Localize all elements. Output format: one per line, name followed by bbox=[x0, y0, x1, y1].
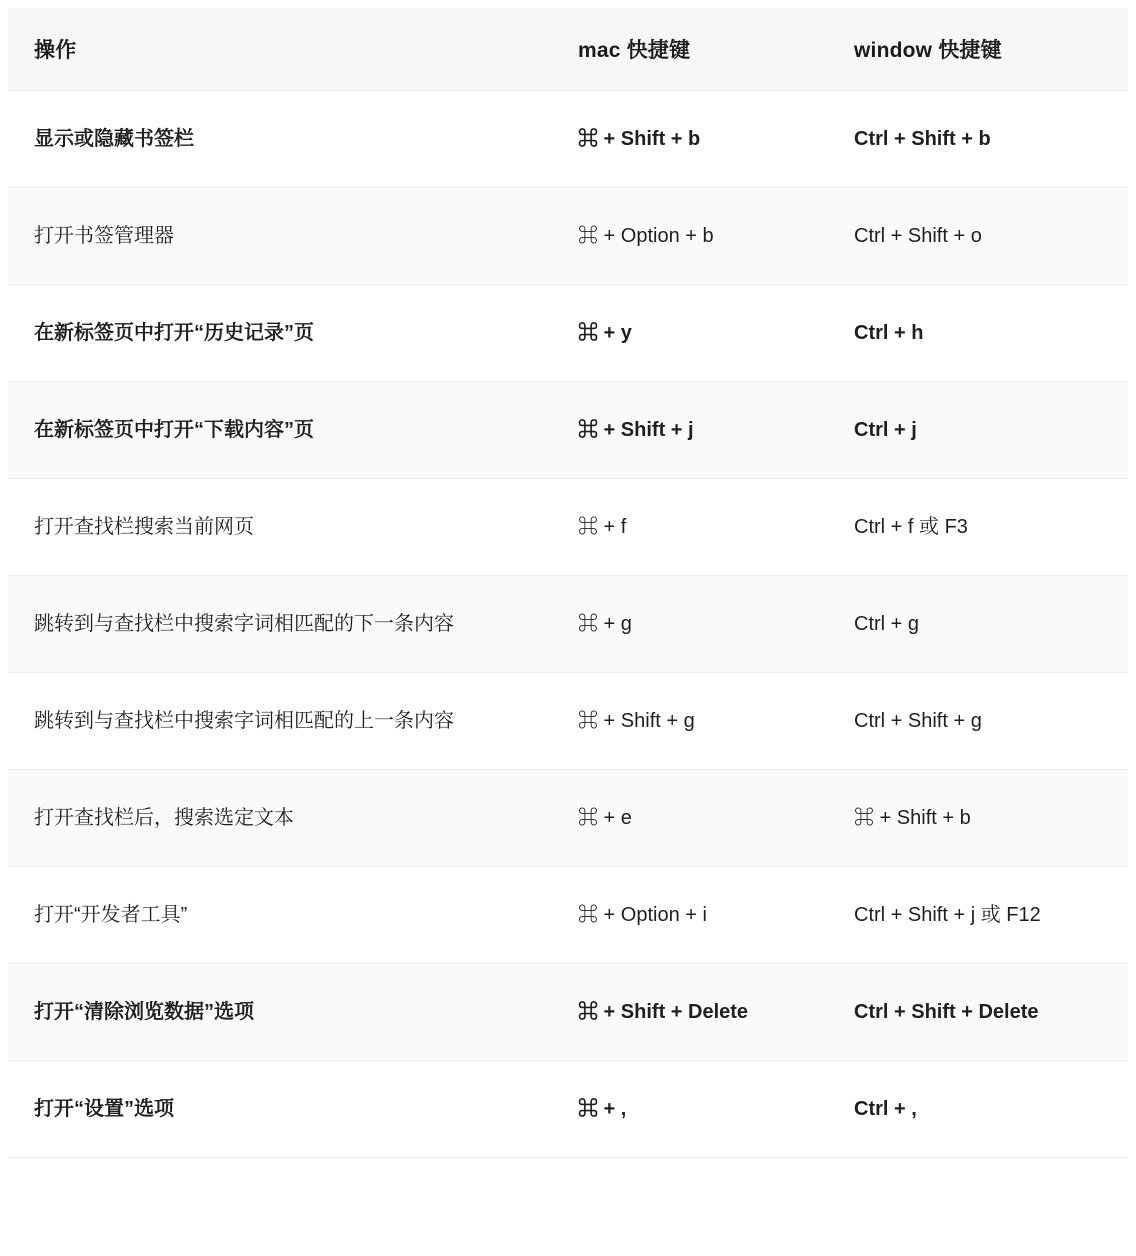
cell-operation: 打开查找栏搜索当前网页 bbox=[8, 479, 556, 576]
cell-mac-shortcut: ⌘ + Shift + j bbox=[556, 382, 832, 479]
table-row bbox=[8, 867, 1128, 964]
cell-operation: 显示或隐藏书签栏 bbox=[8, 91, 556, 188]
cell-operation: 打开书签管理器 bbox=[8, 188, 556, 285]
cell-mac-shortcut: ⌘ + Shift + b bbox=[556, 91, 832, 188]
cell-window-shortcut: ⌘ + Shift + b bbox=[832, 770, 1128, 867]
cell-operation: 跳转到与查找栏中搜索字词相匹配的下一条内容 bbox=[8, 576, 556, 673]
cell-window-shortcut: Ctrl + Shift + g bbox=[832, 673, 1128, 770]
table-row bbox=[8, 1061, 1128, 1158]
cell-window-shortcut: Ctrl + Shift + b bbox=[832, 91, 1128, 188]
cell-mac-shortcut: ⌘ + g bbox=[556, 576, 832, 673]
table-header-row bbox=[8, 8, 1128, 91]
cell-mac-shortcut: ⌘ + Option + b bbox=[556, 188, 832, 285]
cell-operation: 在新标签页中打开“下载内容”页 bbox=[8, 382, 556, 479]
table-row bbox=[8, 188, 1128, 285]
column-header-window: window 快捷键 bbox=[832, 8, 1128, 91]
table-row bbox=[8, 382, 1128, 479]
cell-mac-shortcut: ⌘ + e bbox=[556, 770, 832, 867]
cell-window-shortcut: Ctrl + j bbox=[832, 382, 1128, 479]
column-header-operation: 操作 bbox=[8, 8, 556, 91]
table-row bbox=[8, 285, 1128, 382]
cell-mac-shortcut: ⌘ + f bbox=[556, 479, 832, 576]
table-row bbox=[8, 479, 1128, 576]
cell-window-shortcut: Ctrl + , bbox=[832, 1061, 1128, 1158]
table-row bbox=[8, 770, 1128, 867]
table-row bbox=[8, 91, 1128, 188]
cell-window-shortcut: Ctrl + Shift + o bbox=[832, 188, 1128, 285]
cell-operation: 打开“开发者工具” bbox=[8, 867, 556, 964]
cell-window-shortcut: Ctrl + g bbox=[832, 576, 1128, 673]
table-row bbox=[8, 964, 1128, 1061]
cell-operation: 打开查找栏后，搜索选定文本 bbox=[8, 770, 556, 867]
cell-mac-shortcut: ⌘ + , bbox=[556, 1061, 832, 1158]
column-header-mac: mac 快捷键 bbox=[556, 8, 832, 91]
cell-operation: 打开“设置”选项 bbox=[8, 1061, 556, 1158]
cell-mac-shortcut: ⌘ + Shift + Delete bbox=[556, 964, 832, 1061]
shortcuts-table bbox=[8, 8, 1128, 1158]
cell-mac-shortcut: ⌘ + Shift + g bbox=[556, 673, 832, 770]
cell-operation: 跳转到与查找栏中搜索字词相匹配的上一条内容 bbox=[8, 673, 556, 770]
table-body bbox=[8, 91, 1128, 1158]
cell-mac-shortcut: ⌘ + y bbox=[556, 285, 832, 382]
table-header bbox=[8, 8, 1128, 91]
table-row bbox=[8, 673, 1128, 770]
cell-window-shortcut: Ctrl + Shift + j 或 F12 bbox=[832, 867, 1128, 964]
table-row bbox=[8, 576, 1128, 673]
cell-mac-shortcut: ⌘ + Option + i bbox=[556, 867, 832, 964]
cell-window-shortcut: Ctrl + f 或 F3 bbox=[832, 479, 1128, 576]
cell-window-shortcut: Ctrl + h bbox=[832, 285, 1128, 382]
cell-window-shortcut: Ctrl + Shift + Delete bbox=[832, 964, 1128, 1061]
cell-operation: 打开“清除浏览数据”选项 bbox=[8, 964, 556, 1061]
cell-operation: 在新标签页中打开“历史记录”页 bbox=[8, 285, 556, 382]
